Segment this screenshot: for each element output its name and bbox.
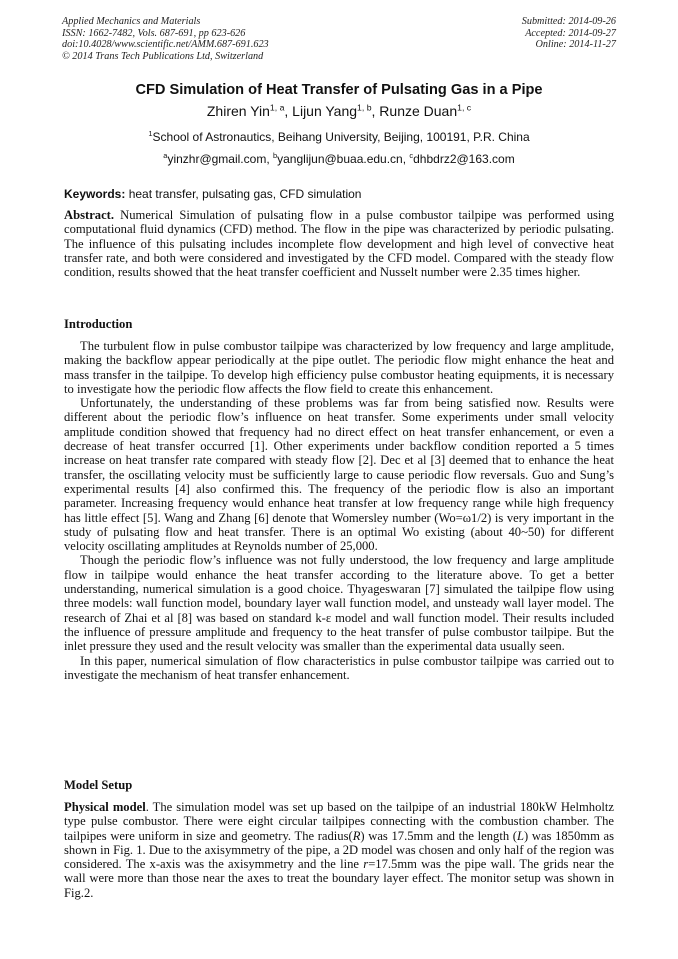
submitted-date: Submitted: 2014-09-26 xyxy=(521,16,616,27)
affiliation-text: School of Astronautics, Beihang University, Beijing, 100191, P.R. China xyxy=(152,130,530,144)
email-list xyxy=(40,152,638,166)
math-var-R: R xyxy=(352,828,361,843)
email-sup: c xyxy=(409,151,414,160)
model-text: ) was 1850mm as shown in Fig. 1. Due to the axisymmetry of the pipe, a 2D model was chosen and only half of the region was considered. The x-axis was the axisymmetry and the line xyxy=(64,828,615,872)
math-var-L: L xyxy=(516,828,524,843)
keywords xyxy=(64,187,616,201)
email-sep: , xyxy=(402,152,410,166)
model-text: =17.5mm was the pipe wall. The grids near the wall were more than those near the axes to treat the boundary layer effect. The monitor setup was shown in Fig.2. xyxy=(64,857,615,900)
author-name: Lijun Yang xyxy=(292,103,358,119)
abstract-label: Abstract. xyxy=(64,208,115,222)
intro-paragraph: Though the periodic flow’s influence was not fully understood, the low frequency and large amplitude flow in tailpipe would enhance the heat transfer according to the literature above. To get a better understanding, numerical simulation is a good choice. Thyageswaran [7] simulated the tailpipe flow using three models: wall function model, boundary layer wall function model, and unsteady wall layer model. The research of Zhai et al [8] was based on standard k-ε model and wall function model. Their results included the influence of pressure amplitude and frequency to the heat transfer of pulse combustor tailpipe. But the inlet pressure they used and the result velocity was smaller than the experimental data usually seen. xyxy=(64,553,614,654)
affiliation-sup: 1 xyxy=(148,129,153,138)
email-address[interactable]: yinzhr@gmail.com xyxy=(167,152,267,166)
issn-line: ISSN: 1662-7482, Vols. 687-691, pp 623-626 xyxy=(62,27,246,39)
model-setup-heading: Model Setup xyxy=(64,778,133,792)
affiliation xyxy=(40,130,638,144)
dates-header xyxy=(522,16,616,51)
model-text: . The simulation model was set up based on the tailpipe of an industrial 180kW Helmholtz type pulse combustor. There were eight circular tailpipes connecting with the combustion chamber. The tailpipes were uniform in size and geometry. The radius( xyxy=(64,800,614,843)
email-sep: , xyxy=(266,152,273,166)
author-sep: , xyxy=(371,103,380,119)
journal-header xyxy=(62,16,269,62)
abstract xyxy=(64,208,614,279)
intro-paragraph: The turbulent flow in pulse combustor tailpipe was characterized by low frequency and large amplitude, making the backflow appear periodically at the pipe outlet. The periodic flow might enhance the heat and mass transfer in the tailpipe. To develop high efficiency pulse combustor heating equipments, it is necessary to investigate how the periodic flow affects the flow field to create this enhancement. xyxy=(64,339,614,396)
email-sup: b xyxy=(272,151,278,160)
author-name: Zhiren Yin xyxy=(206,103,270,119)
introduction-heading: Introduction xyxy=(64,317,133,331)
introduction-body xyxy=(64,339,614,682)
model-setup-paragraph xyxy=(64,800,614,900)
author-sup: 1, c xyxy=(457,102,472,113)
journal-name: Applied Mechanics and Materials xyxy=(62,16,201,27)
keywords-label: Keywords: xyxy=(64,187,126,201)
model-text: ) was 17.5mm and the length ( xyxy=(360,828,517,843)
paper-title: CFD Simulation of Heat Transfer of Pulsating Gas in a Pipe xyxy=(135,82,543,98)
online-date: Online: 2014-11-27 xyxy=(535,39,616,50)
math-var-r: r xyxy=(363,857,369,872)
email-address[interactable]: dhbdrz2@163.com xyxy=(413,152,515,166)
author-list xyxy=(40,103,638,119)
keywords-text: heat transfer, pulsating gas, CFD simulation xyxy=(125,187,362,201)
physical-model-label: Physical model xyxy=(64,800,146,814)
author-sup: 1, a xyxy=(269,102,285,113)
author-sep: , xyxy=(284,103,293,119)
copyright-line: © 2014 Trans Tech Publications Ltd, Switzerland xyxy=(62,50,264,62)
abstract-text: Numerical Simulation of pulsating flow in a pulse combustor tailpipe was performed using computational fluid dynamics (CFD) method. The flow in the pipe was characterized by periodic pulsating. The influence of this pulsating includes incomplete flow development and high level of convective heat transfer rate, and both were considered and investigated by the CFD model. Compared with the steady flow condition, results showed that the heat transfer coefficient and Nusselt number were 2.35 times higher. xyxy=(64,208,614,280)
accepted-date: Accepted: 2014-09-27 xyxy=(525,27,616,39)
email-sup: a xyxy=(163,151,168,160)
email-address[interactable]: yanglijun@buaa.edu.cn xyxy=(277,152,403,166)
doi-line: doi:10.4028/www.scientific.net/AMM.687-691.623 xyxy=(62,39,269,50)
intro-paragraph: In this paper, numerical simulation of flow characteristics in pulse combustor tailpipe was carried out to investigate the mechanism of heat transfer enhancement. xyxy=(64,653,614,682)
author-sup: 1, b xyxy=(357,102,372,113)
intro-paragraph: Unfortunately, the understanding of these problems was far from being satisfied now. Results were different about the periodic flow’s influence on heat transfer. Some experiments under small velocity amplitude condition showed that frequency had no direct effect on heat transfer enhancement, or even a decrease of heat transfer occurred [1]. Other experiments under backflow condition reported a 5 times increase on heat transfer rate compared with steady flow [2]. Dec et al [3] deemed that to enhance the heat transfer, the oscillating velocity must be sufficiently large to cause periodic flow reversals. Guo and Sung’s experimental results [4] also confirmed this. The frequency of the periodic flow is also an important parameter. Increasing frequency would enhance heat transfer at low frequency range while high frequency has little effect [5]. Wang and Zhang [6] denote that Womersley number (Wo=ω1/2) is very important in the study of pulsating flow and heat transfer. There is an optimal Wo existing (about 40~50) for different velocity oscillating amplitudes at Reynolds number of 25,000. xyxy=(64,396,614,554)
model-setup-body xyxy=(64,800,614,900)
author-name: Runze Duan xyxy=(379,103,458,119)
